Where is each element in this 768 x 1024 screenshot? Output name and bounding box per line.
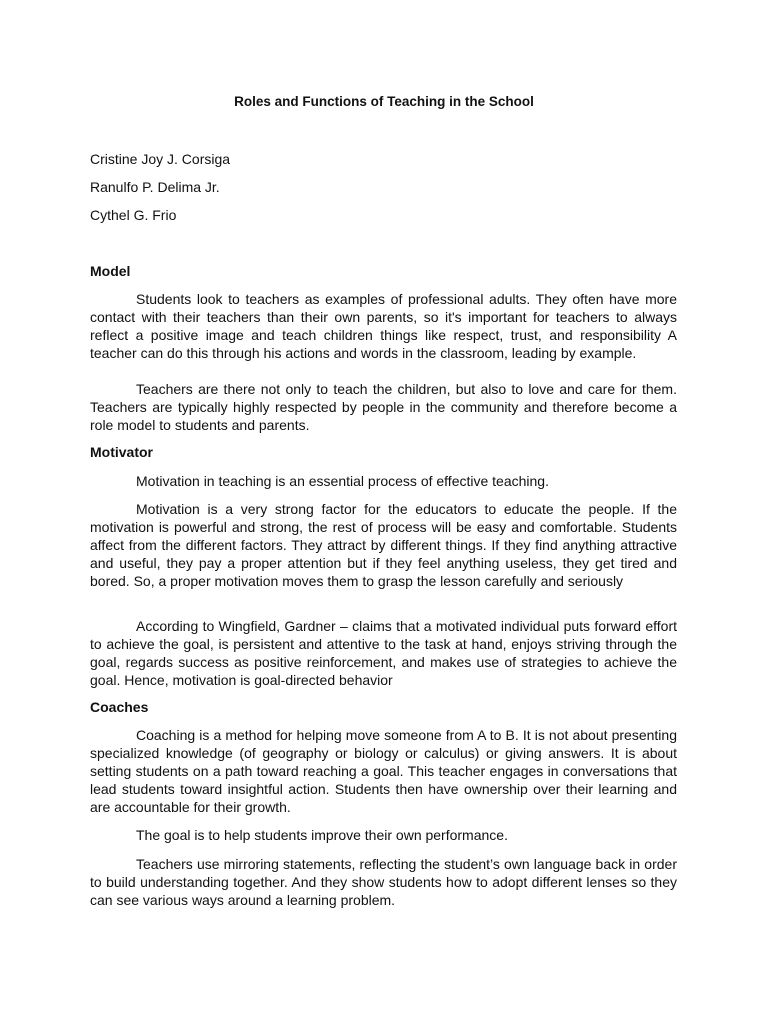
- paragraph: Teachers are there not only to teach the children, but also to love and care for them. Teachers are typically highly respected by people in the community and therefore become a role model to students and parents.: [90, 381, 677, 433]
- author-name: Cristine Joy J. Corsiga: [90, 151, 231, 167]
- paragraph: Students look to teachers as examples of professional adults. They often have more contact with their teachers than their own parents, so it's important for teachers to always reflect a positive image and teach children things like respect, trust, and responsibility A teacher can do this through his actions and words in the classroom, leading by example.: [90, 291, 677, 361]
- section-heading-model: Model: [90, 263, 131, 279]
- author-name: Ranulfo P. Delima Jr.: [90, 179, 220, 195]
- paragraph: Coaching is a method for helping move someone from A to B. It is not about presenting specialized knowledge (of geography or biology or calculus) or giving answers. It is about setting students on a path toward reaching a goal. This teacher engages in conversations that lead students toward insightful action. Students then have ownership over their learning and are accountable for their growth.: [90, 727, 677, 815]
- section-heading-coaches: Coaches: [90, 699, 149, 715]
- paragraph: Teachers use mirroring statements, reflecting the student’s own language back in order to build understanding together. And they show students how to adopt different lenses so they can see various ways around a learning problem.: [90, 856, 677, 908]
- paragraph: Motivation is a very strong factor for the educators to educate the people. If the motivation is powerful and strong, the rest of process will be easy and comfortable. Students affect from the different factors. They attract by different things. If they find anything attractive and useful, they pay a proper attention but if they feel anything useless, they get tired and bored. So, a proper motivation moves them to grasp the lesson carefully and seriously: [90, 501, 677, 589]
- section-heading-motivator: Motivator: [90, 444, 153, 460]
- paragraph: The goal is to help students improve their own performance.: [136, 827, 508, 843]
- document-title: Roles and Functions of Teaching in the School: [234, 94, 534, 109]
- paragraph: Motivation in teaching is an essential process of effective teaching.: [136, 473, 549, 489]
- paragraph: According to Wingfield, Gardner – claims that a motivated individual puts forward effort to achieve the goal, is persistent and attentive to the task at hand, enjoys striving through the goal, regards success as positive reinforcement, and makes use of strategies to achieve the goal. Hence, motivation is goal-directed behavior: [90, 618, 677, 688]
- author-name: Cythel G. Frio: [90, 207, 177, 223]
